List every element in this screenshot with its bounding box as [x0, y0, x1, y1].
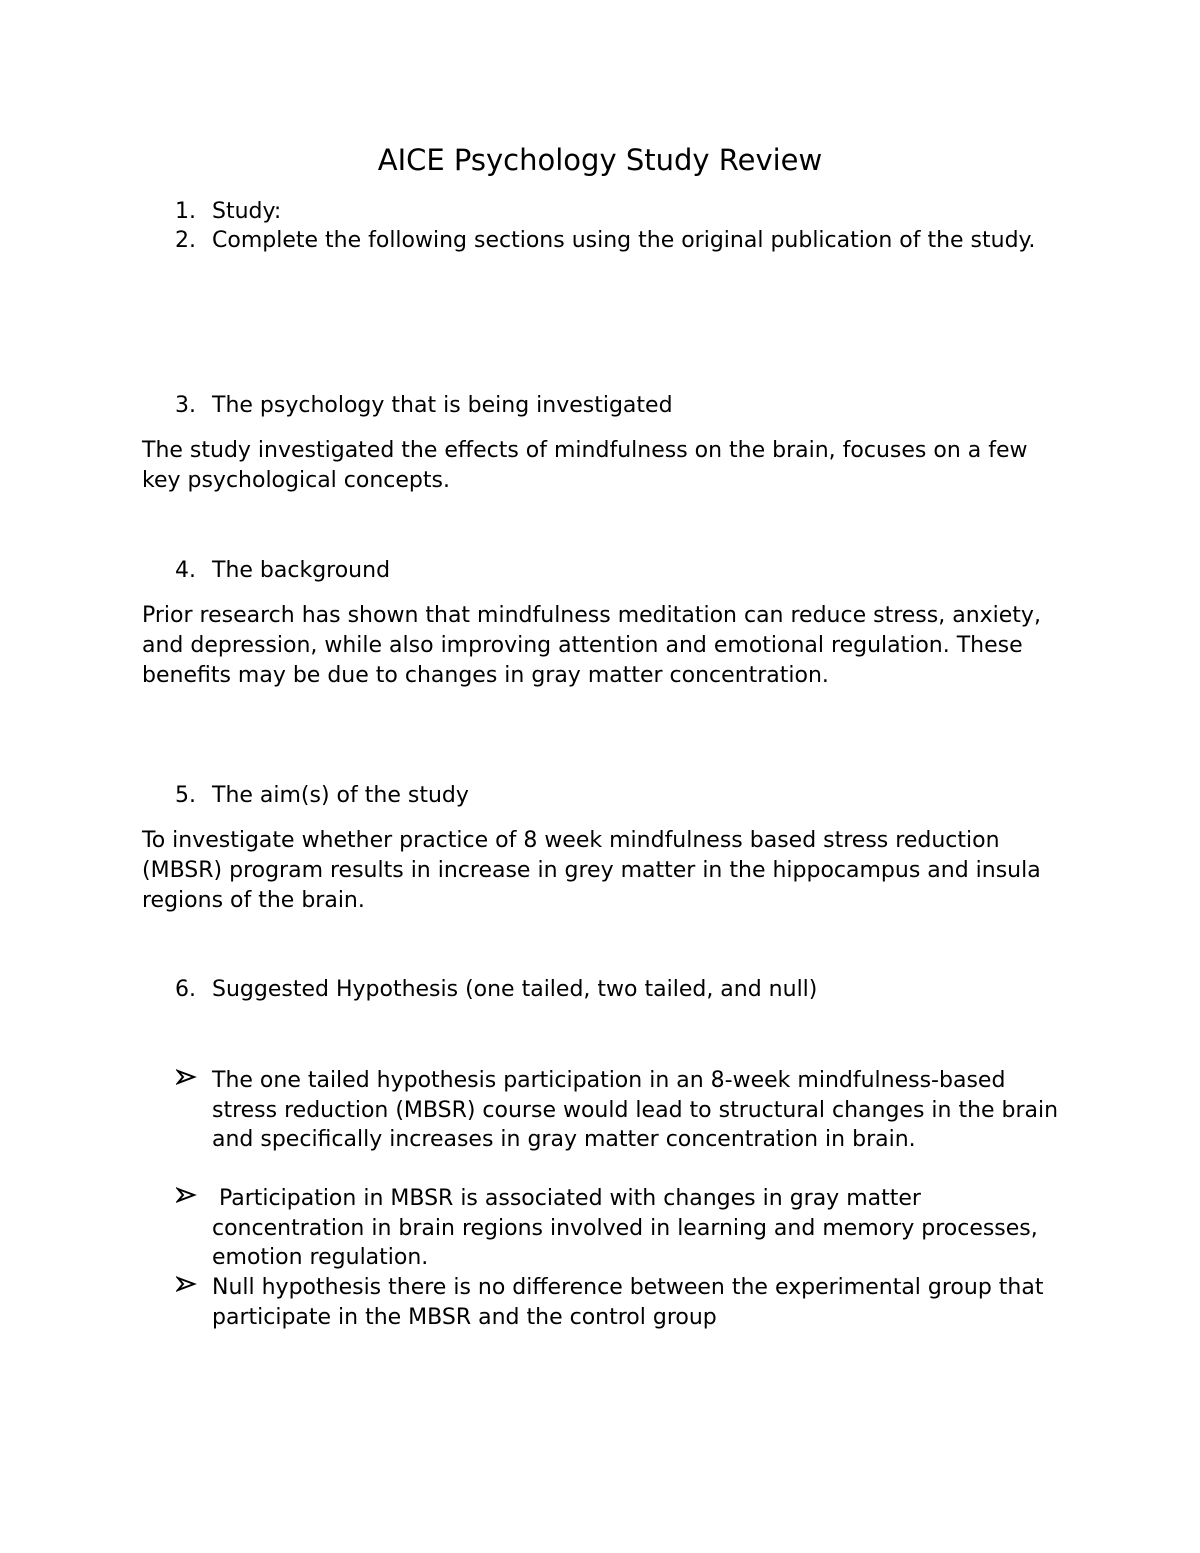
list-text: The background: [212, 558, 391, 583]
arrowhead-bullet-icon: [176, 1273, 206, 1303]
list-text: Complete the following sections using the original publication of the study.: [212, 228, 1036, 253]
bullet-text: Participation in MBSR is associated with changes in gray matter concentration in brain regions involved in learning and memory processes, emotion regulation.: [212, 1186, 1045, 1270]
arrowhead-bullet-icon: [176, 1066, 206, 1096]
list-number: 6.: [175, 977, 196, 1002]
list-number: 4.: [175, 558, 196, 583]
bullet-text: Null hypothesis there is no difference between the experimental group that participate in the MBSR and the control group: [212, 1275, 1044, 1330]
list-text: The aim(s) of the study: [212, 783, 469, 808]
list-number: 2.: [175, 228, 196, 253]
list-number: 1.: [175, 199, 196, 224]
list-number: 5.: [175, 783, 196, 808]
bullet-text: The one tailed hypothesis participation in an 8-week mindfulness-based stress reduction (MBSR) course would lead to structural changes in the brain and specifically increases in gray matter concentration in brain.: [212, 1068, 1059, 1152]
list-text: Suggested Hypothesis (one tailed, two tailed, and null): [212, 977, 818, 1002]
arrowhead-bullet-icon: [176, 1184, 206, 1214]
psychology-paragraph: The study investigated the effects of mindfulness on the brain, focuses on a few key psychological concepts.: [142, 438, 1028, 493]
aim-paragraph: To investigate whether practice of 8 week mindfulness based stress reduction (MBSR) program results in increase in grey matter in the hippocampus and insula regions of the brain.: [142, 828, 1041, 913]
background-paragraph: Prior research has shown that mindfulness meditation can reduce stress, anxiety, and depression, while also improving attention and emotional regulation. These benefits may be due to changes in gray matter concentration.: [142, 603, 1041, 688]
list-text: The psychology that is being investigated: [212, 393, 673, 418]
list-number: 3.: [175, 393, 196, 418]
document-title: AICE Psychology Study Review: [377, 143, 823, 177]
list-text: Study:: [212, 199, 282, 224]
